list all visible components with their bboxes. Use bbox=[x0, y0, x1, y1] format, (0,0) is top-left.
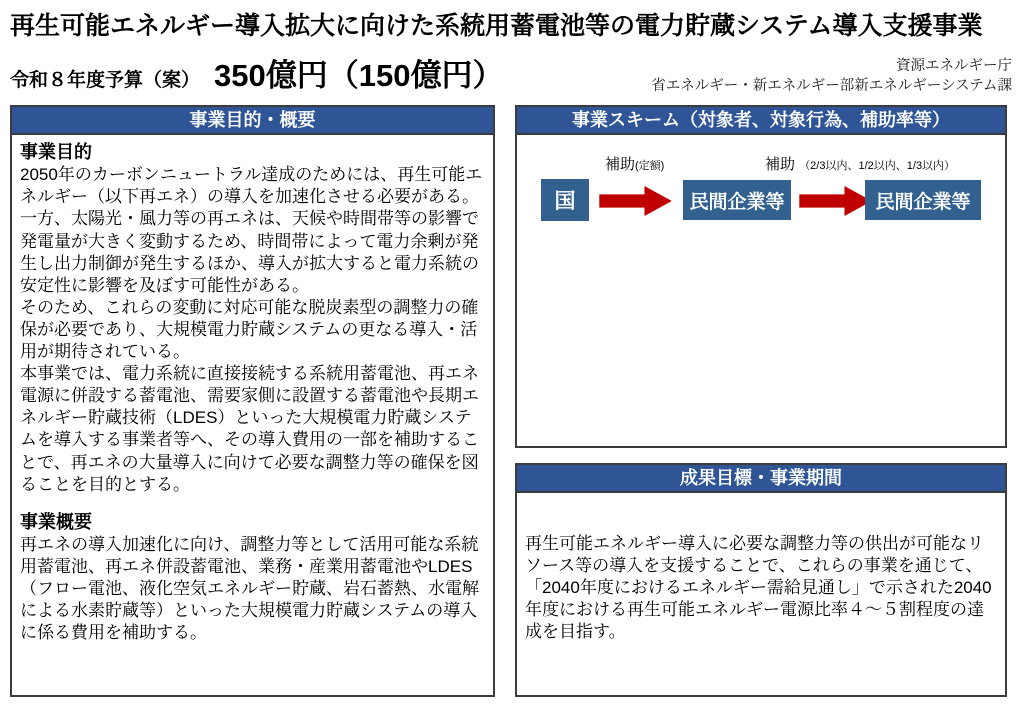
purpose-paragraph: 本事業では、電力系統に直接接続する系統用蓄電池、再エネ電源に併設する蓄電池、需要家側に設置する蓄電池や長期エネルギー貯蔵技術（LDES）といった大規模電力貯蔵システムを導入する事業者等へ、その導入費用の一部を補助することで、再エネの大量導入に向けて必要な調整力等の確保を図ることを目的とする。 bbox=[20, 364, 479, 494]
overview-heading: 事業概要 bbox=[20, 511, 92, 532]
agency-department: 省エネルギー・新エネルギー部新エネルギーシステム課 bbox=[651, 78, 1012, 94]
panel-outcome-body bbox=[517, 493, 1005, 651]
budget-amount: 350億円（150億円） bbox=[214, 58, 504, 93]
panel-outcome bbox=[515, 463, 1007, 697]
subsidy-label-1-main: 補助 bbox=[605, 156, 636, 173]
fiscal-year-label: 令和８年度予算（案） bbox=[10, 70, 201, 91]
flow-node-private-company-2: 民間企業等 bbox=[865, 180, 981, 220]
outcome-paragraph: 再生可能エネルギー導入に必要な調整力等の供出が可能なリソース等の導入を支援することで、これらの事業を通じて、「2040年度におけるエネルギー需給見通し」で示された2040年度における再生可能エネルギー電源比率４～５割程度の達成を目指す。 bbox=[525, 534, 992, 642]
panel-outcome-header: 成果目標・事業期間 bbox=[517, 465, 1005, 493]
subsidy-arrow-icon bbox=[599, 185, 673, 217]
panel-scheme bbox=[515, 105, 1007, 448]
purpose-paragraph: 一方、太陽光・風力等の再エネは、天候や時間帯等の影響で発電量が大きく変動するため、時間帯によって電力余剰が発生し出力制御が発生するほか、導入が拡大すると電力系統の安定性に影響を及ぼす可能性がある。 bbox=[20, 209, 479, 295]
page-title: 再生可能エネルギー導入拡大に向けた系統用蓄電池等の電力貯蔵システム導入支援事業 bbox=[10, 12, 983, 40]
agency-name: 資源エネルギー庁 bbox=[896, 58, 1012, 74]
flow-node-government: 国 bbox=[541, 179, 589, 221]
purpose-paragraph: そのため、これらの変動に対応可能な脱炭素型の調整力の確保が必要であり、大規模電力貯蔵システムの更なる導入・活用が期待されている。 bbox=[20, 297, 479, 362]
subsidy-label-2 bbox=[765, 153, 955, 174]
subsidy-label-1 bbox=[605, 153, 664, 174]
purpose-heading: 事業目的 bbox=[20, 142, 92, 162]
overview-paragraph: 再エネの導入加速化に向け、調整力等として活用可能な系統用蓄電池、再エネ併設蓄電池、業務・産業用蓄電池やLDES（フロー電池、液化空気エネルギー貯蔵、岩石蓄熱、水電解による水素貯蔵等）といった大規模電力貯蔵システムの導入に係る費用を補助する。 bbox=[20, 535, 479, 643]
subsidy-label-2-main: 補助 bbox=[765, 156, 796, 173]
panel-purpose-header: 事業目的・概要 bbox=[12, 107, 493, 135]
panel-scheme-header: 事業スキーム（対象者、対象行為、補助率等） bbox=[517, 107, 1005, 135]
subsidy-label-2-sub: （2/3以内、1/2以内、1/3以内） bbox=[799, 160, 956, 172]
subsidy-arrow-icon bbox=[799, 185, 873, 217]
panel-purpose-body bbox=[12, 135, 493, 652]
purpose-paragraph: 2050年のカーボンニュートラル達成のためには、再生可能エネルギー（以下再エネ）の導入を加速化させる必要がある。 bbox=[20, 165, 483, 207]
panel-purpose-overview bbox=[10, 105, 495, 697]
scheme-diagram bbox=[517, 135, 1005, 446]
budget-row bbox=[10, 50, 503, 95]
agency-block bbox=[651, 56, 1012, 96]
subsidy-label-1-sub: (定額) bbox=[635, 160, 665, 172]
flow-node-private-company-1: 民間企業等 bbox=[683, 180, 791, 220]
